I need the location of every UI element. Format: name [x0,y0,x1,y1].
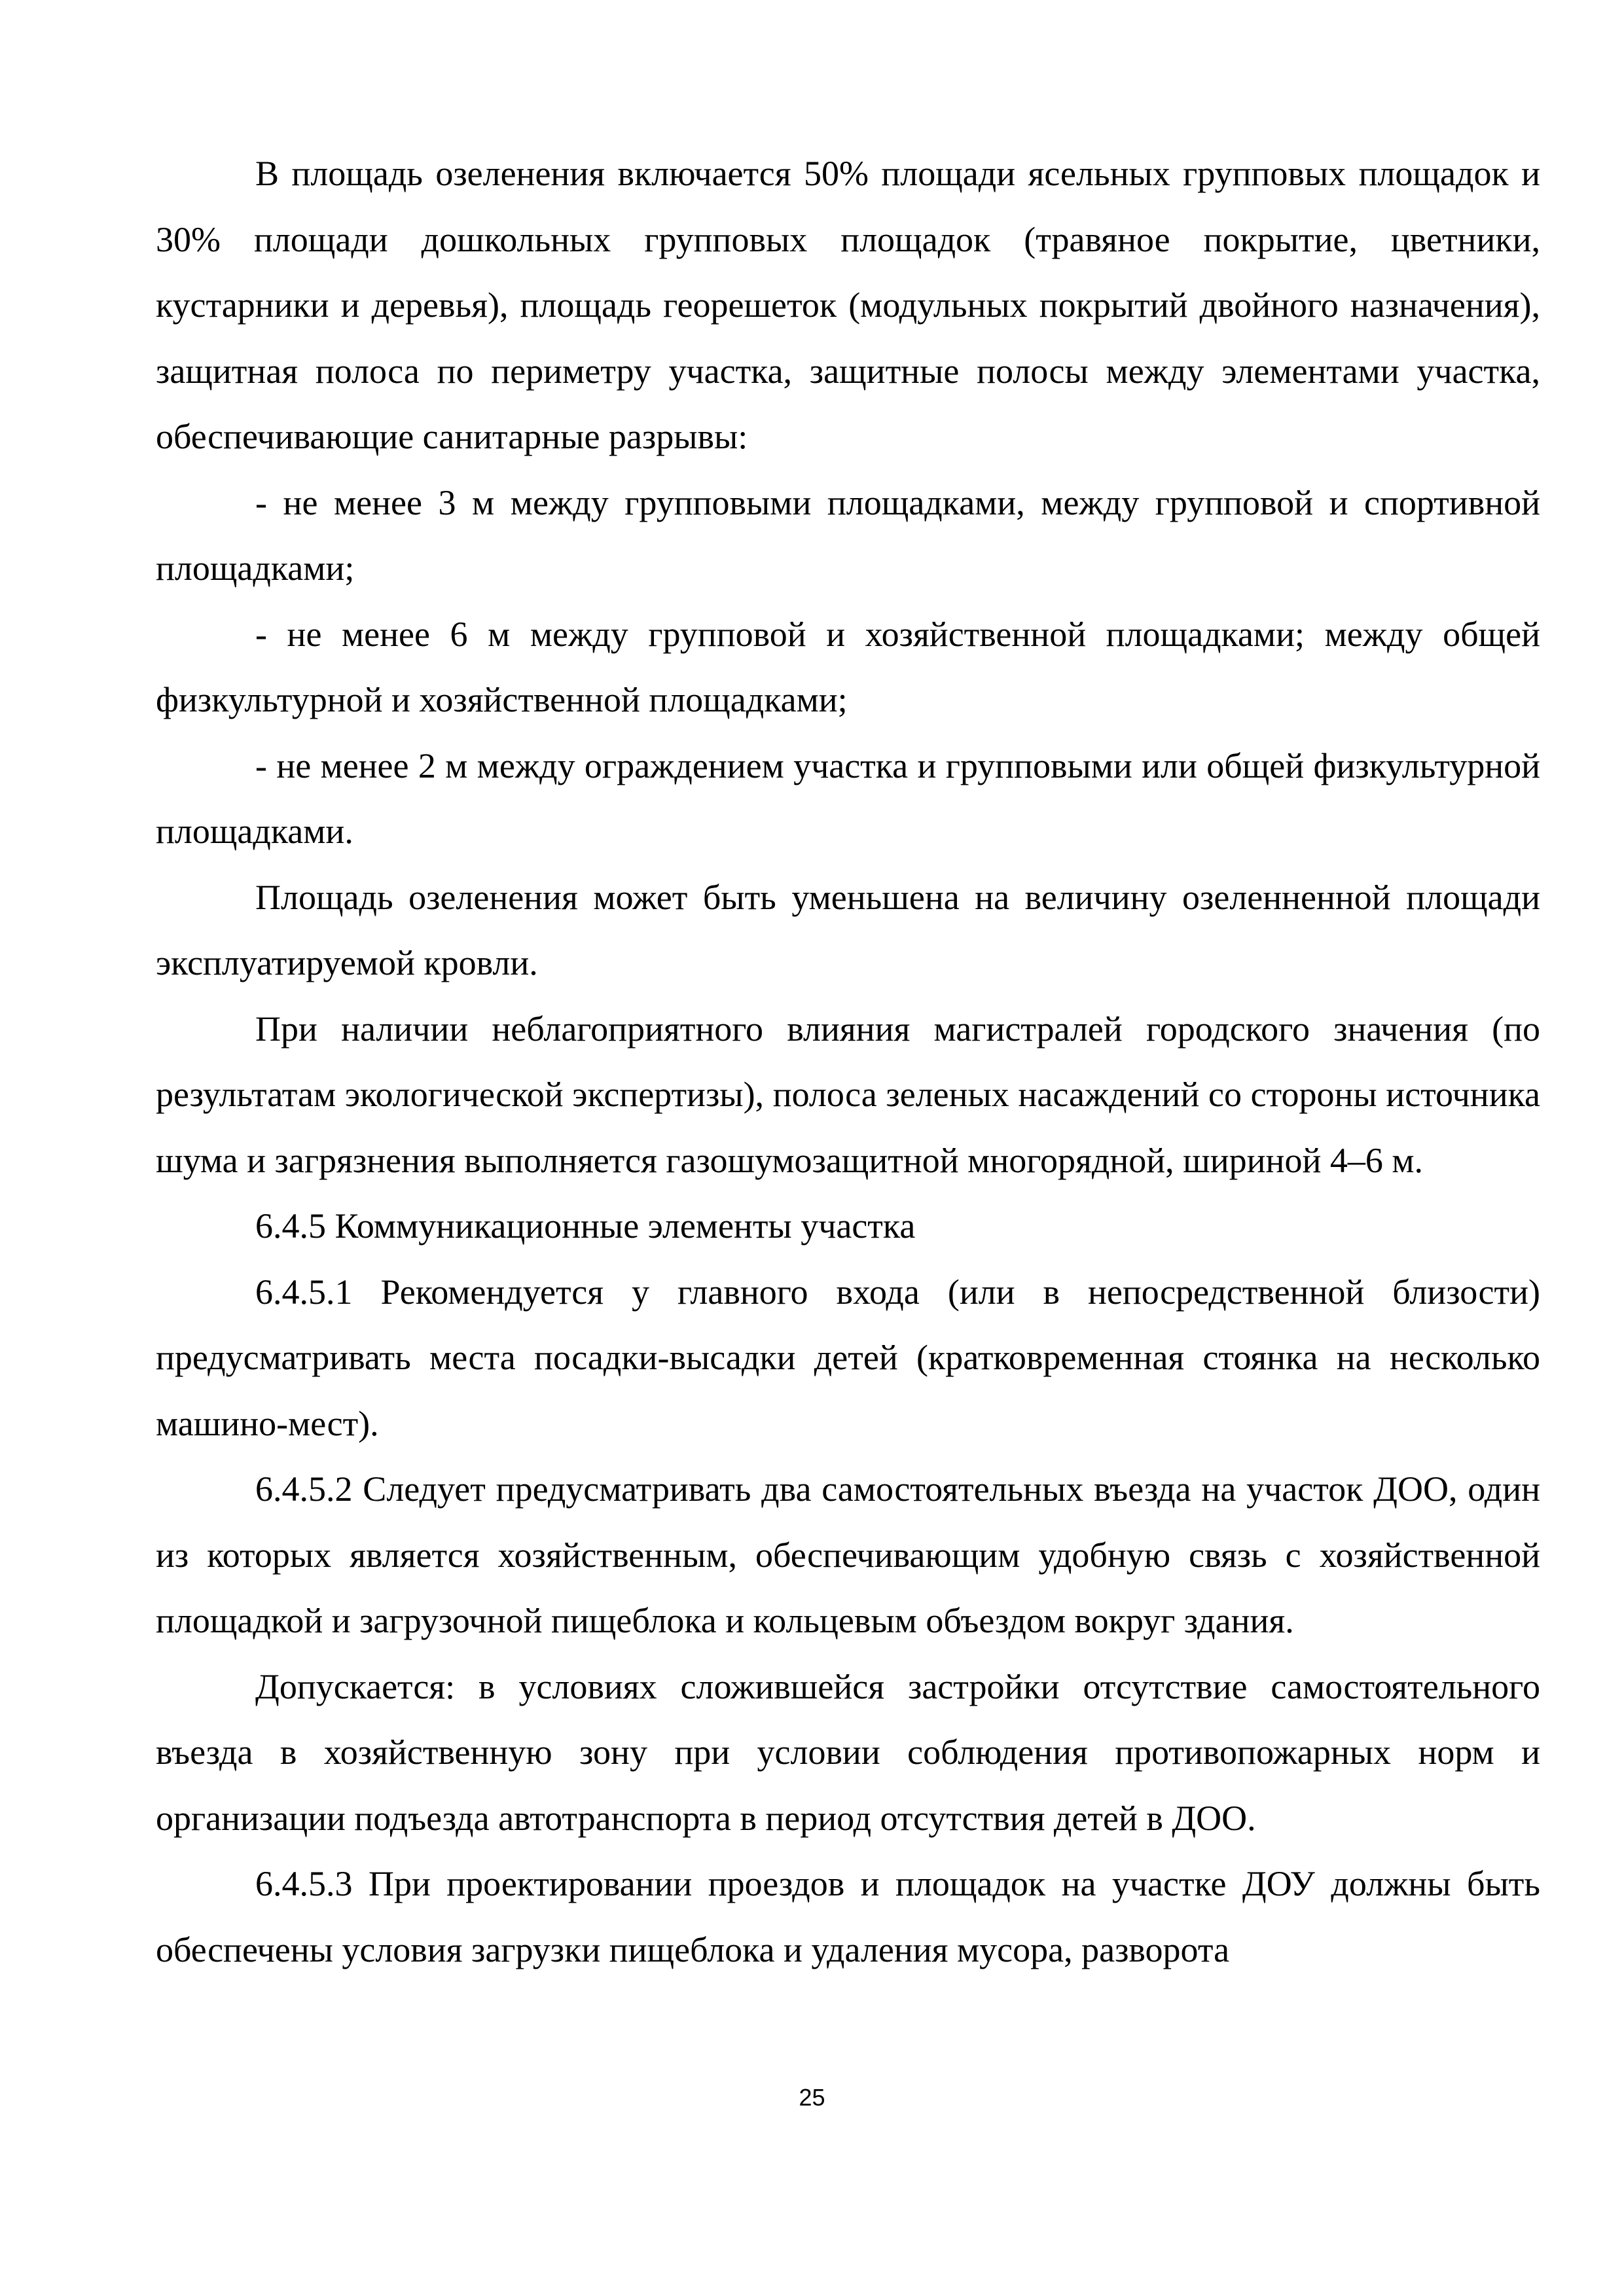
list-item-2m-gap: - не менее 2 м между ограждением участка и групповыми или общей физкультурной площадками. [156,745,1540,851]
paragraph-6-4-5-2: 6.4.5.2 Следует предусматривать два самостоятельных въезда на участок ДОО, один из которых является хозяйственным, обеспечивающим удобную связь с хозяйственной площадкой и загрузочной пищеблока и кольцевым объездом вокруг здания. [156,1469,1540,1640]
page-number: 25 [799,2084,825,2111]
paragraph-noise-protection: При наличии неблагоприятного влияния магистралей городского значения (по результатам экологической экспертизы), полоса зеленых насаждений со стороны источника шума и загрязнения выполняется газошумозащитной многорядной, шириной 4–6 м. [156,1009,1540,1180]
document-body [156,141,1540,1982]
paragraph-allowed-exception: Допускается: в условиях сложившейся застройки отсутствие самостоятельного въезда в хозяйственную зону при условии соблюдения противопожарных норм и организации подъезда автотранспорта в период отсутствия детей в ДОО. [156,1666,1540,1838]
section-heading-6-4-5: 6.4.5 Коммуникационные элементы участка [255,1206,916,1246]
paragraph-6-4-5-1: 6.4.5.1 Рекомендуется у главного входа (или в непосредственной близости) предусматривать места посадки-высадки детей (кратковременная стоянка на несколько машино-мест). [156,1272,1540,1443]
list-item-6m-gap: - не менее 6 м между групповой и хозяйственной площадками; между общей физкультурной и хозяйственной площадками; [156,614,1540,719]
paragraph-roof-greening: Площадь озеленения может быть уменьшена на величину озеленненной площади эксплуатируемой кровли. [156,877,1540,982]
paragraph-greening-area: В площадь озеленения включается 50% площади ясельных групповых площадок и 30% площади дошкольных групповых площадок (травяное покрытие, цветники, кустарники и деревья), площадь георешеток (модульных покрытий двойного назначения), защитная полоса по периметру участка, защитные полосы между элементами участка, обеспечивающие санитарные разрывы: [156,154,1540,456]
paragraph-6-4-5-3: 6.4.5.3 При проектировании проездов и площадок на участке ДОУ должны быть обеспечены условия загрузки пищеблока и удаления мусора, разворота [156,1864,1540,1969]
list-item-3m-gap: - не менее 3 м между групповыми площадками, между групповой и спортивной площадками; [156,482,1540,588]
